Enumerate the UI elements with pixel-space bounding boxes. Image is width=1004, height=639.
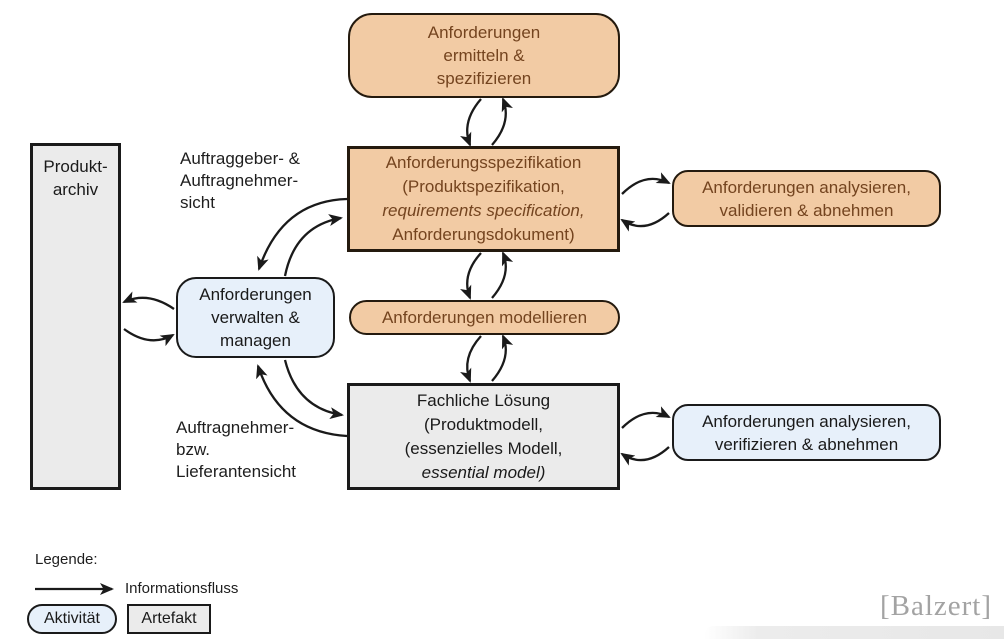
arrow-verwalten-to-fachliche [285,360,342,415]
arrow-verwalten-to-spec [285,218,341,276]
attribution-balzert: [Balzert] [879,590,992,622]
arrow-verifizieren-to-fachliche [622,447,669,460]
label-auftragnehmer-sicht: Auftragnehmer- bzw. Lieferantensicht [176,418,297,481]
node-produktarchiv: Produkt- archiv [30,143,121,490]
node-analysieren-verifizieren: Anforderungen analysieren, verifizieren & abnehmen [672,404,941,461]
bottom-overlay-shade [704,626,1004,639]
node-anforderungen-ermitteln: Anforderungen ermitteln & spezifizieren [348,13,620,98]
label-auftraggeber-sicht: Auftraggeber- & Auftragnehmer- sicht [180,149,301,212]
legend-activity-sample: Aktivität [27,604,117,634]
legend-flow-label: Informationsfluss [125,580,239,597]
legend-title: Legende: [35,551,98,568]
arrow-spec-to-ermitteln [492,99,506,145]
node-anforderungen-verwalten: Anforderungen verwalten & managen [176,277,335,358]
node-anforderungen-modellieren: Anforderungen modellieren [349,300,620,335]
arrow-spec-to-validieren [622,179,669,194]
arrow-archiv-to-verwalten [124,329,173,340]
arrow-fachliche-to-modellieren [492,336,506,381]
legend-artifact-sample: Artefakt [127,604,211,634]
node-anforderungsspezifikation: Anforderungsspezifikation (Produktspezifikation, requirements specification, Anforderungsdokument) [347,146,620,252]
arrow-validieren-to-spec [622,213,669,226]
node-fachliche-loesung: Fachliche Lösung (Produktmodell, (essenzielles Modell, essential model) [347,383,620,490]
arrow-modellieren-to-fachliche [467,336,481,381]
arrow-spec-to-modellieren [467,253,481,298]
arrow-fachliche-to-verifizieren [622,413,669,428]
arrow-modellieren-to-spec [492,253,506,298]
arrow-verwalten-to-archiv [124,298,174,309]
node-analysieren-validieren: Anforderungen analysieren, validieren & abnehmen [672,170,941,227]
arrow-ermitteln-to-spec [467,99,481,145]
